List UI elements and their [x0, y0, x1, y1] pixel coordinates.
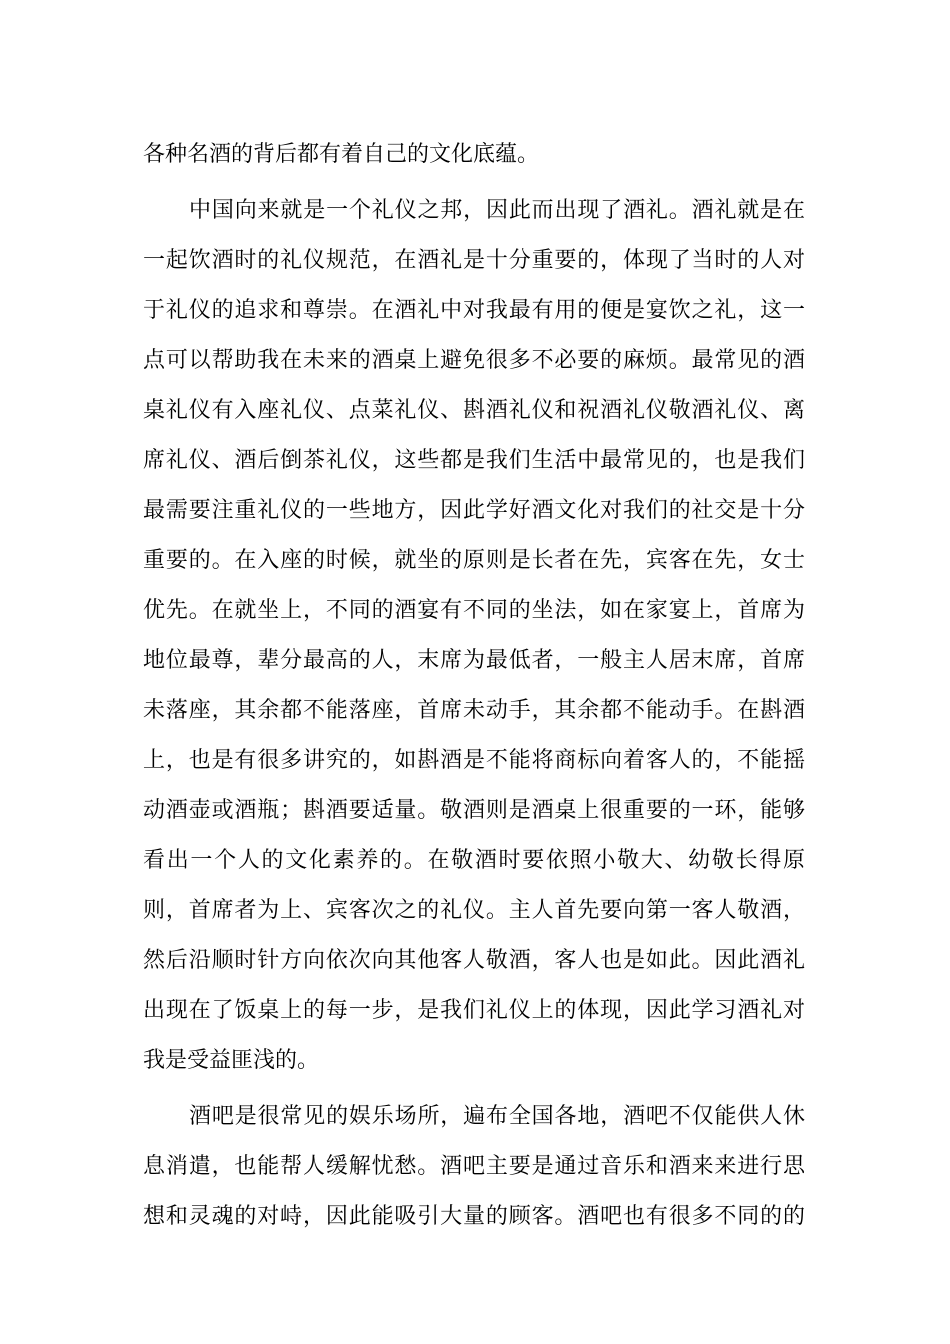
text-line: 优先。在就坐上，不同的酒宴有不同的坐法，如在家宴上，首席为 [143, 598, 805, 623]
paragraph [143, 130, 805, 180]
text-line: 我是受益匪浅的。 [143, 1048, 320, 1073]
text-line: 各种名酒的背后都有着自己的文化底蕴。 [143, 142, 540, 167]
paragraph [143, 1092, 805, 1242]
text-line: 上，也是有很多讲究的，如斟酒是不能将商标向着客人的，不能摇 [143, 748, 805, 773]
text-line: 地位最尊，辈分最高的人，末席为最低者，一般主人居末席，首席 [143, 648, 805, 673]
text-line: 酒吧是很常见的娱乐场所，遍布全国各地，酒吧不仅能供人休 [189, 1104, 805, 1129]
text-line: 席礼仪、酒后倒茶礼仪，这些都是我们生活中最常见的，也是我们 [143, 448, 805, 473]
text-line: 动酒壶或酒瓶；斟酒要适量。敬酒则是酒桌上很重要的一环，能够 [143, 798, 805, 823]
text-line: 点可以帮助我在未来的酒桌上避免很多不必要的麻烦。最常见的酒 [143, 348, 805, 373]
text-line: 则，首席者为上、宾客次之的礼仪。主人首先要向第一客人敬酒， [143, 898, 805, 923]
text-line: 最需要注重礼仪的一些地方，因此学好酒文化对我们的社交是十分 [143, 498, 805, 523]
text-line: 然后沿顺时针方向依次向其他客人敬酒，客人也是如此。因此酒礼 [143, 948, 805, 973]
text-line: 未落座，其余都不能落座，首席未动手，其余都不能动手。在斟酒 [143, 698, 805, 723]
text-line: 出现在了饭桌上的每一步，是我们礼仪上的体现，因此学习酒礼对 [143, 998, 805, 1023]
paragraph [143, 186, 805, 1086]
text-line: 桌礼仪有入座礼仪、点菜礼仪、斟酒礼仪和祝酒礼仪敬酒礼仪、离 [143, 398, 805, 423]
text-line: 看出一个人的文化素养的。在敬酒时要依照小敬大、幼敬长得原 [143, 848, 805, 873]
text-line: 重要的。在入座的时候，就坐的原则是长者在先，宾客在先，女士 [143, 548, 805, 573]
text-line: 一起饮酒时的礼仪规范，在酒礼是十分重要的，体现了当时的人对 [143, 248, 805, 273]
body-text [143, 130, 805, 1242]
text-line: 于礼仪的追求和尊崇。在酒礼中对我最有用的便是宴饮之礼，这一 [143, 298, 805, 323]
text-line: 中国向来就是一个礼仪之邦，因此而出现了酒礼。酒礼就是在 [189, 198, 805, 223]
text-line: 想和灵魂的对峙，因此能吸引大量的顾客。酒吧也有很多不同的的 [143, 1204, 805, 1229]
text-line: 息消遣，也能帮人缓解忧愁。酒吧主要是通过音乐和酒来来进行思 [143, 1154, 805, 1179]
